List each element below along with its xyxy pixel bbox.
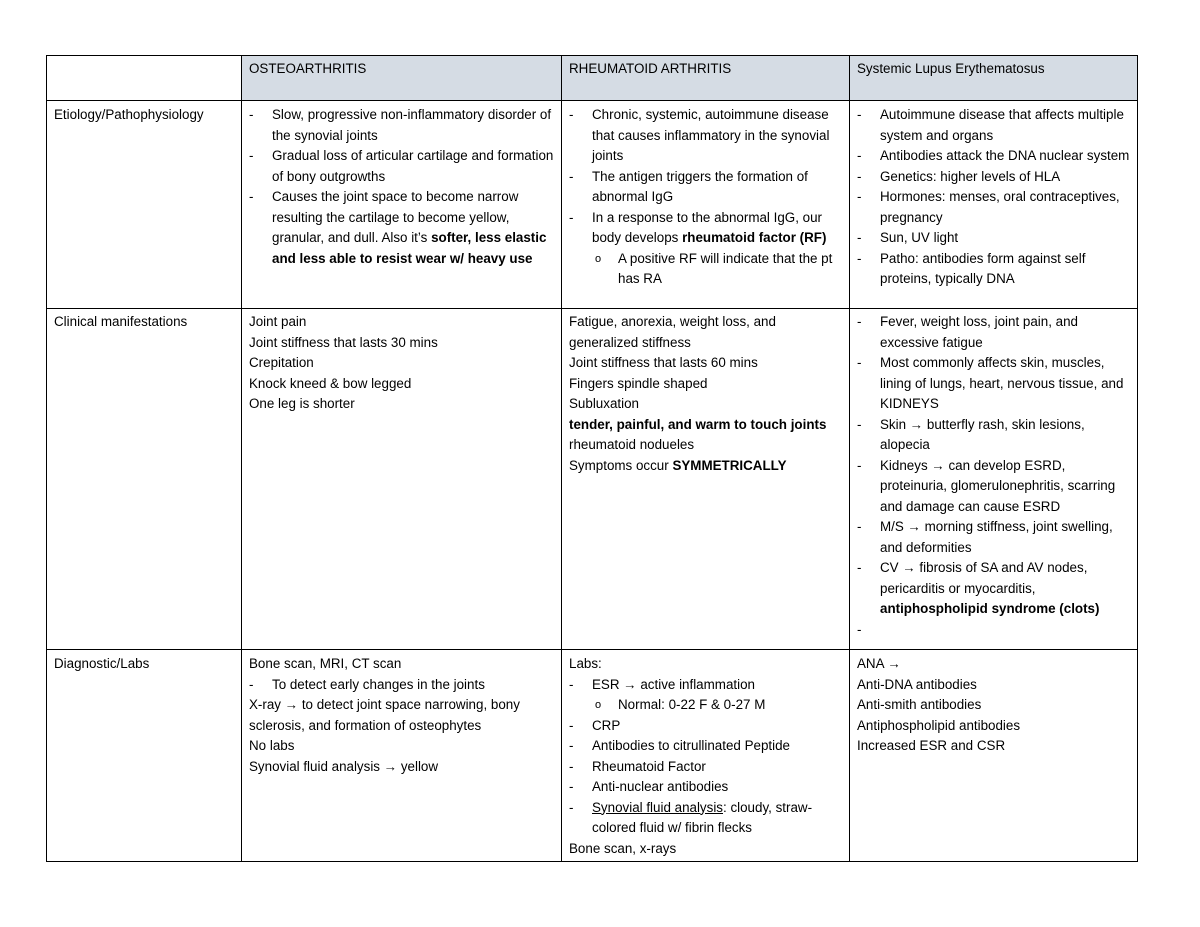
item-text: Symptoms occur [569,457,673,473]
sub-list-item: o A positive RF will indicate that the pt has RA [569,249,843,290]
item-underlined-text: Synovial fluid analysis [592,799,723,815]
text-line: No labs [249,738,295,753]
text-line-bold: tender, painful, and warm to touch joints [569,416,827,432]
text-line: Increased ESR and CSR [857,738,1006,753]
row-label-clinical: Clinical manifestations [47,309,242,650]
list-item: - Skin → butterfly rash, skin lesions, alopecia [857,415,1131,456]
text-line: Subluxation [569,396,639,411]
text-line: Anti-DNA antibodies [857,676,977,692]
list-item: - Most commonly affects skin, muscles, lining of lungs, heart, nervous tissue, and KIDNEYS [857,353,1131,415]
list-item: - Antibodies to citrullinated Peptide [569,736,843,757]
item-text: In a response to the abnormal IgG, our body develops [592,209,823,245]
list-item: - Rheumatoid Factor [569,757,843,778]
text-line: Antiphospholipid antibodies [857,717,1021,733]
list-item: - Chronic, systemic, autoimmune disease that causes inflammatory in the synovial joints [569,105,843,167]
header-osteoarthritis: OSTEOARTHRITIS [242,56,562,101]
item-bold-text: softer, less elastic and less able to resist wear w/ heavy use [272,230,547,266]
cell-etiology-oa [242,101,562,309]
list-item [569,798,843,839]
cell-diagnostic-sle [850,650,1138,862]
text-line: One leg is shorter [249,396,355,411]
item-text: CV → fibrosis of SA and AV nodes, pericarditis or myocarditis, [880,560,1088,596]
bullet-list [857,105,1131,290]
list-item [569,208,843,290]
item-text: ESR → active inflammation [592,676,755,692]
row-etiology [47,101,1138,309]
list-item: - CRP [569,716,843,737]
text-line: X-ray → to detect joint space narrowing, bony sclerosis, and formation of osteophytes [249,697,520,733]
item-bold-text: antiphospholipid syndrome (clots) [880,601,1100,616]
list-item: - Gradual loss of articular cartilage and formation of bony outgrowths [249,146,555,187]
text-line: Bone scan, x-rays [569,840,677,856]
text-line: Crepitation [249,355,314,370]
list-item: - Patho: antibodies form against self proteins, typically DNA [857,249,1131,290]
cell-etiology-sle [850,101,1138,309]
text-line: Joint stiffness that lasts 60 mins [569,355,758,370]
text-line: Labs: [569,656,602,671]
text-line: Anti-smith antibodies [857,697,982,712]
text-line: Fatigue, anorexia, weight loss, and generalized stiffness [569,314,776,350]
item-bold-text: SYMMETRICALLY [672,457,787,473]
header-sle: Systemic Lupus Erythematosus [850,56,1138,101]
row-label-etiology: Etiology/Pathophysiology [47,101,242,309]
text-line: Joint stiffness that lasts 30 mins [249,334,438,350]
list-item: - M/S → morning stiffness, joint swelling, and deformities [857,517,1131,558]
list-item: - To detect early changes in the joints [249,675,555,696]
comparison-table [46,55,1138,862]
item-text: : cloudy, straw-colored fluid w/ fibrin flecks [592,799,813,835]
text-line: ANA → [857,656,901,671]
cell-clinical-sle [850,309,1138,650]
list-item: - Slow, progressive non-inflammatory disorder of the synovial joints [249,105,555,146]
text-line: Bone scan, MRI, CT scan [249,656,402,671]
header-rheumatoid-arthritis: RHEUMATOID ARTHRITIS [562,56,850,101]
bullet-list [249,675,555,696]
list-item: - Sun, UV light [857,228,1131,249]
sub-list-item: o Normal: 0-22 F & 0-27 M [569,695,843,716]
row-clinical [47,309,1138,650]
text-line: Synovial fluid analysis → yellow [249,758,439,774]
list-item: - Antibodies attack the DNA nuclear system [857,146,1131,167]
text-line [569,456,843,477]
text-line: Fingers spindle shaped [569,375,708,391]
cell-clinical-ra [562,309,850,650]
list-item: - Hormones: menses, oral contraceptives, pregnancy [857,187,1131,228]
list-item: - Genetics: higher levels of HLA [857,167,1131,188]
item-bold-text: rheumatoid factor (RF) [682,230,827,245]
list-item: - Fever, weight loss, joint pain, and excessive fatigue [857,312,1131,353]
list-item [857,558,1131,620]
cell-diagnostic-ra [562,650,850,862]
text-line: Knock kneed & bow legged [249,375,412,391]
header-blank-cell [47,56,242,101]
cell-diagnostic-oa [242,650,562,862]
bullet-list [569,675,843,839]
list-item: - Kidneys → can develop ESRD, proteinuria, glomerulonephritis, scarring and damage can cause ESRD [857,456,1131,518]
row-label-diagnostic: Diagnostic/Labs [47,650,242,862]
row-diagnostic [47,650,1138,862]
bullet-list [249,105,555,269]
item-text: Causes the joint space to become narrow resulting the cartilage to become yellow, granular, and dull. Also it’s [272,189,519,245]
sub-list [569,249,843,290]
header-row [47,56,1138,101]
cell-clinical-oa [242,309,562,650]
sub-list [569,695,843,716]
cell-etiology-ra [562,101,850,309]
text-line: rheumatoid nodueles [569,437,695,452]
text-line: Joint pain [249,314,307,329]
list-item: - Anti-nuclear antibodies [569,777,843,798]
list-item: - Autoimmune disease that affects multiple system and organs [857,105,1131,146]
bullet-list [569,105,843,290]
list-item [249,187,555,269]
list-item [569,675,843,716]
list-item: - The antigen triggers the formation of abnormal IgG [569,167,843,208]
bullet-list [857,312,1131,620]
